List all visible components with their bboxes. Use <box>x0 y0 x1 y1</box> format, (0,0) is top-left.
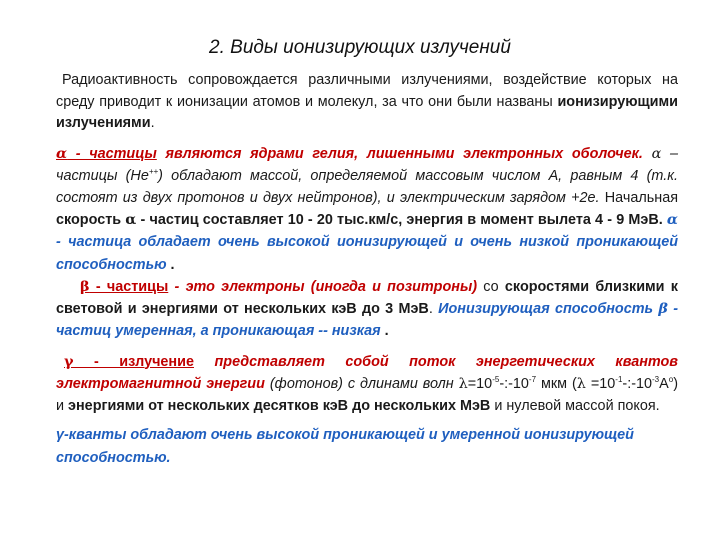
beta-symbol: β <box>658 300 668 318</box>
lambda-symbol: λ <box>576 375 586 392</box>
alpha-symbol: α <box>56 144 68 162</box>
alpha-lead: являются ядрами гелия, лишенными электронных оболочек. <box>156 145 652 162</box>
gamma-summary: γ-кванты обладают очень высокой проникающей и умеренной ионизирующей способностью. <box>56 427 634 466</box>
alpha-symbol: α <box>666 211 678 229</box>
gamma-energy: энергиями от нескольких десятков кэВ до нескольких МэВ <box>68 397 491 414</box>
lambda-symbol: λ <box>458 375 468 392</box>
alpha-paragraph: α - частицы являются ядрами гелия, лишенными электронных оболочек. α – частицы (He++) обладают массой, определяемой массовым числом А, равным 4 (т.к. состоят из двух протонов и двух нейтронов), и электрическим зарядом +2е. Начальная скорость α - частиц составляет 10 - 20 тыс.км/с, энергия в момент вылета 4 - 9 МэВ. α - частица обладает очень высокой ионизирующей и очень низкой проникающей способностью . <box>56 144 678 273</box>
alpha-heading: α - частицы <box>56 144 157 162</box>
beta-property: Ионизирующая способность β - частиц умеренная, а проникающая -- низкая <box>56 300 679 339</box>
gamma-symbol: γ <box>64 352 74 370</box>
alpha-property: α - частица обладает очень высокой ионизирующей и очень низкой проникающей способностью <box>56 211 678 273</box>
beta-paragraph: β - частицы - это электроны (иногда и позитроны) со скоростями близкими к световой и энергиями от нескольких кэВ до 3 МэВ. Ионизирующая способность β - частиц умеренная, а проникающая -- низкая . <box>56 277 679 339</box>
beta-symbol: β <box>80 277 90 295</box>
slide-title: 2. Виды ионизирующих излучений <box>209 37 511 58</box>
content <box>56 70 678 469</box>
alpha-symbol: α <box>651 145 662 162</box>
beta-lead: - это электроны (иногда и позитроны) <box>168 278 484 295</box>
beta-heading: β - частицы <box>80 277 169 295</box>
alpha-speed: скорость α - частиц составляет 10 - 20 тыс.км/с, энергия в момент вылета 4 - 9 МэВ. <box>56 211 667 229</box>
intro-text: Радиоактивность сопровождается различными излучениями, воздействие которых на среду приводит к ионизации атомов и молекул, за что они были названы <box>56 72 678 110</box>
intro-bold: ионизирующими излучениями <box>56 93 678 131</box>
gamma-heading: γ - излучение <box>64 352 194 370</box>
beta-speed: скоростями близкими к световой и энергиями от нескольких кэВ до 3 МэВ <box>56 278 678 318</box>
intro-paragraph: Радиоактивность сопровождается различными излучениями, воздействие которых на среду приводит к ионизации атомов и молекул, за что они были названы ионизирующими излучениями. <box>56 72 678 131</box>
gamma-lead: представляет собой поток энергетических квантов электромагнитной энергии <box>56 353 678 392</box>
gamma-paragraph: γ - излучение представляет собой поток энергетических квантов электромагнитной энергии (фотонов) с длинами волн $\lambda=10^{-5}-:-10^{-7}$ мкм $(\lambda =10^{-1}-:-10^{-3}А^о)$ и энергиями от нескольких десятков кэВ до нескольких МэВ и нулевой массой покоя. <box>56 352 678 414</box>
alpha-symbol: α <box>125 211 137 229</box>
